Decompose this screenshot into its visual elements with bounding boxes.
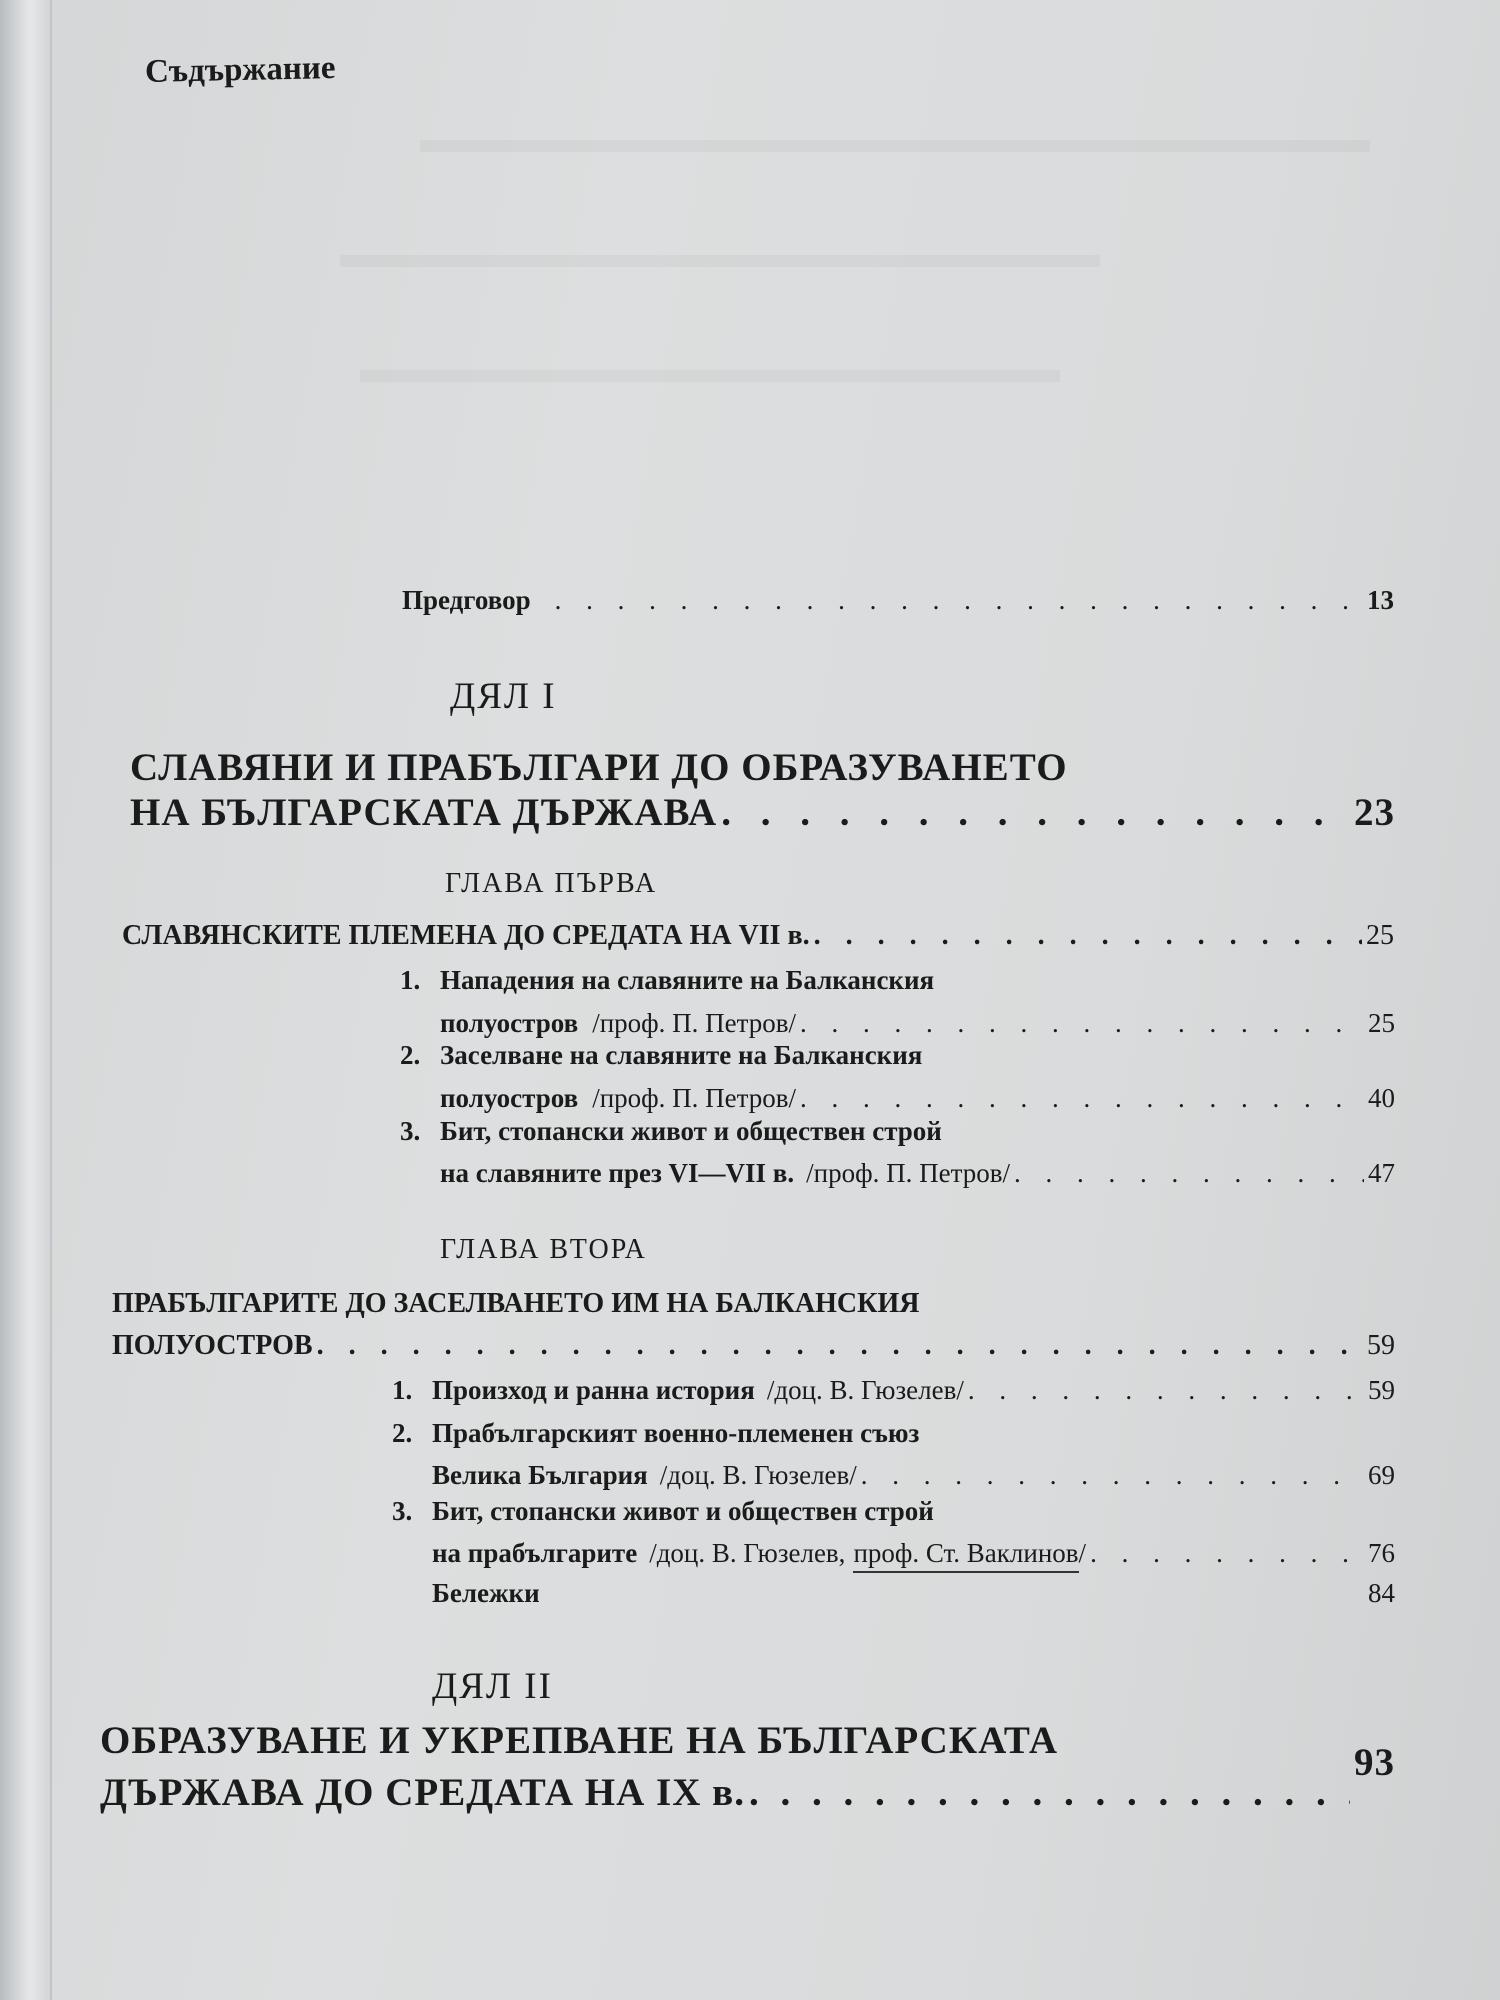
section-title: Бит, стопански живот и обществен строй xyxy=(432,1496,934,1526)
part2-title-line1: ОБРАЗУВАНЕ И УКРЕПВАНЕ НА БЪЛГАРСКАТА xyxy=(100,1719,1059,1762)
section-title-cont: на славяните през VI—VII в. xyxy=(440,1158,795,1188)
part1-label: ДЯЛ I xyxy=(450,676,557,717)
chapter2-title-line2: ПОЛУОСТРОВ xyxy=(112,1330,313,1361)
toc-entry-notes[interactable] xyxy=(432,1578,1395,1609)
toc-entry-part2[interactable] xyxy=(100,1741,1395,1815)
section-number: 1. xyxy=(400,965,421,995)
section-author-close: / xyxy=(1078,1538,1087,1568)
ch2-sec2-line1 xyxy=(392,1418,919,1449)
ch1-sec1-line1 xyxy=(400,965,934,996)
toc-entry-ch1-sec3[interactable] xyxy=(440,1158,1395,1189)
foreword-page: 13 xyxy=(1367,585,1394,615)
page-binding xyxy=(0,0,52,2000)
notes-page: 84 xyxy=(1368,1578,1395,1608)
toc-entry-part1[interactable] xyxy=(130,790,1395,835)
part2-page: 93 xyxy=(1354,1741,1395,1784)
section-title-cont: полуостров xyxy=(440,1083,579,1113)
ch1-sec2-line1 xyxy=(400,1040,922,1071)
section-page: 47 xyxy=(1368,1158,1395,1188)
section-page: 76 xyxy=(1368,1538,1395,1568)
section-title: Нападения на славяните на Балканския xyxy=(440,965,935,995)
section-number: 2. xyxy=(400,1040,421,1070)
toc-entry-ch2-sec1[interactable] xyxy=(392,1375,1395,1406)
section-coauthor: проф. Ст. Ваклинов xyxy=(853,1538,1078,1573)
notes-label: Бележки xyxy=(432,1578,540,1608)
show-through-line xyxy=(420,140,1370,152)
section-number: 1. xyxy=(392,1375,413,1405)
toc-entry-ch1-sec2[interactable] xyxy=(440,1083,1395,1114)
toc-entry-ch2-sec3[interactable] xyxy=(432,1538,1395,1573)
section-author: /доц. В. Гюзелев, xyxy=(649,1538,846,1568)
dot-leader xyxy=(814,920,1362,952)
section-title: Заселване на славяните на Балканския xyxy=(440,1040,923,1070)
part1-title-line1: СЛАВЯНИ И ПРАБЪЛГАРИ ДО ОБРАЗУВАНЕТО xyxy=(130,746,1068,789)
section-author: /проф. П. Петров/ xyxy=(806,1158,1010,1188)
dot-leader xyxy=(800,1083,1364,1114)
dot-leader xyxy=(1090,1538,1364,1569)
section-number: 2. xyxy=(392,1418,413,1448)
toc-entry-ch2-sec2[interactable] xyxy=(432,1460,1395,1491)
ch2-sec3-line1 xyxy=(392,1496,934,1527)
section-number: 3. xyxy=(392,1496,413,1526)
chapter2-page: 59 xyxy=(1367,1330,1395,1361)
section-author: /проф. П. Петров/ xyxy=(592,1083,796,1113)
toc-entry-ch1-sec1[interactable] xyxy=(440,1008,1395,1039)
dot-leader xyxy=(968,1375,1364,1406)
chapter1-title: СЛАВЯНСКИТЕ ПЛЕМЕНА ДО СРЕДАТА НА VII в. xyxy=(122,920,810,951)
toc-entry-chapter1[interactable] xyxy=(122,920,1394,952)
section-title: Бит, стопански живот и обществен строй xyxy=(440,1116,942,1146)
section-page: 40 xyxy=(1368,1083,1395,1113)
chapter2-label: ГЛАВА ВТОРА xyxy=(440,1234,647,1265)
part1-page: 23 xyxy=(1354,791,1395,834)
section-number: 3. xyxy=(400,1116,421,1146)
show-through-line xyxy=(360,370,1060,382)
part1-title-line2: НА БЪЛГАРСКАТА ДЪРЖАВА xyxy=(130,791,718,834)
chapter1-label: ГЛАВА ПЪРВА xyxy=(445,868,658,899)
dot-leader xyxy=(1014,1158,1364,1189)
section-title: Произход и ранна история xyxy=(432,1375,755,1405)
section-page: 59 xyxy=(1368,1375,1395,1405)
section-title-cont: полуостров xyxy=(440,1008,579,1038)
part2-label: ДЯЛ II xyxy=(432,1666,553,1707)
dot-leader xyxy=(317,1330,1363,1362)
toc-entry-chapter2[interactable] xyxy=(112,1330,1395,1362)
dot-leader xyxy=(800,1008,1364,1039)
dot-leader xyxy=(555,585,1363,616)
show-through-line xyxy=(340,255,1100,267)
section-title: Прабългарският военно-племенен съюз xyxy=(432,1418,920,1448)
section-page: 25 xyxy=(1368,1008,1395,1038)
chapter1-page: 25 xyxy=(1366,920,1394,951)
section-title-cont: на прабългарите xyxy=(432,1538,638,1568)
section-author: /проф. П. Петров/ xyxy=(592,1008,796,1038)
foreword-label: Предговор xyxy=(402,585,531,615)
section-author: /доц. В. Гюзелев/ xyxy=(766,1375,964,1405)
toc-entry-foreword[interactable] xyxy=(402,585,1394,616)
chapter2-title-line1: ПРАБЪЛГАРИТЕ ДО ЗАСЕЛВАНЕТО ИМ НА БАЛКАНСКИЯ xyxy=(112,1288,920,1319)
dot-leader xyxy=(749,1770,1350,1815)
contents-heading: Съдържание xyxy=(144,50,336,90)
section-title-cont: Велика България xyxy=(432,1460,648,1490)
ch1-sec3-line1 xyxy=(400,1116,942,1147)
section-page: 69 xyxy=(1368,1460,1395,1490)
part2-title-line2: ДЪРЖАВА ДО СРЕДАТА НА IX в. xyxy=(100,1771,745,1814)
dot-leader xyxy=(721,790,1350,835)
dot-leader xyxy=(861,1460,1364,1491)
section-author: /доц. В. Гюзелев/ xyxy=(659,1460,857,1490)
